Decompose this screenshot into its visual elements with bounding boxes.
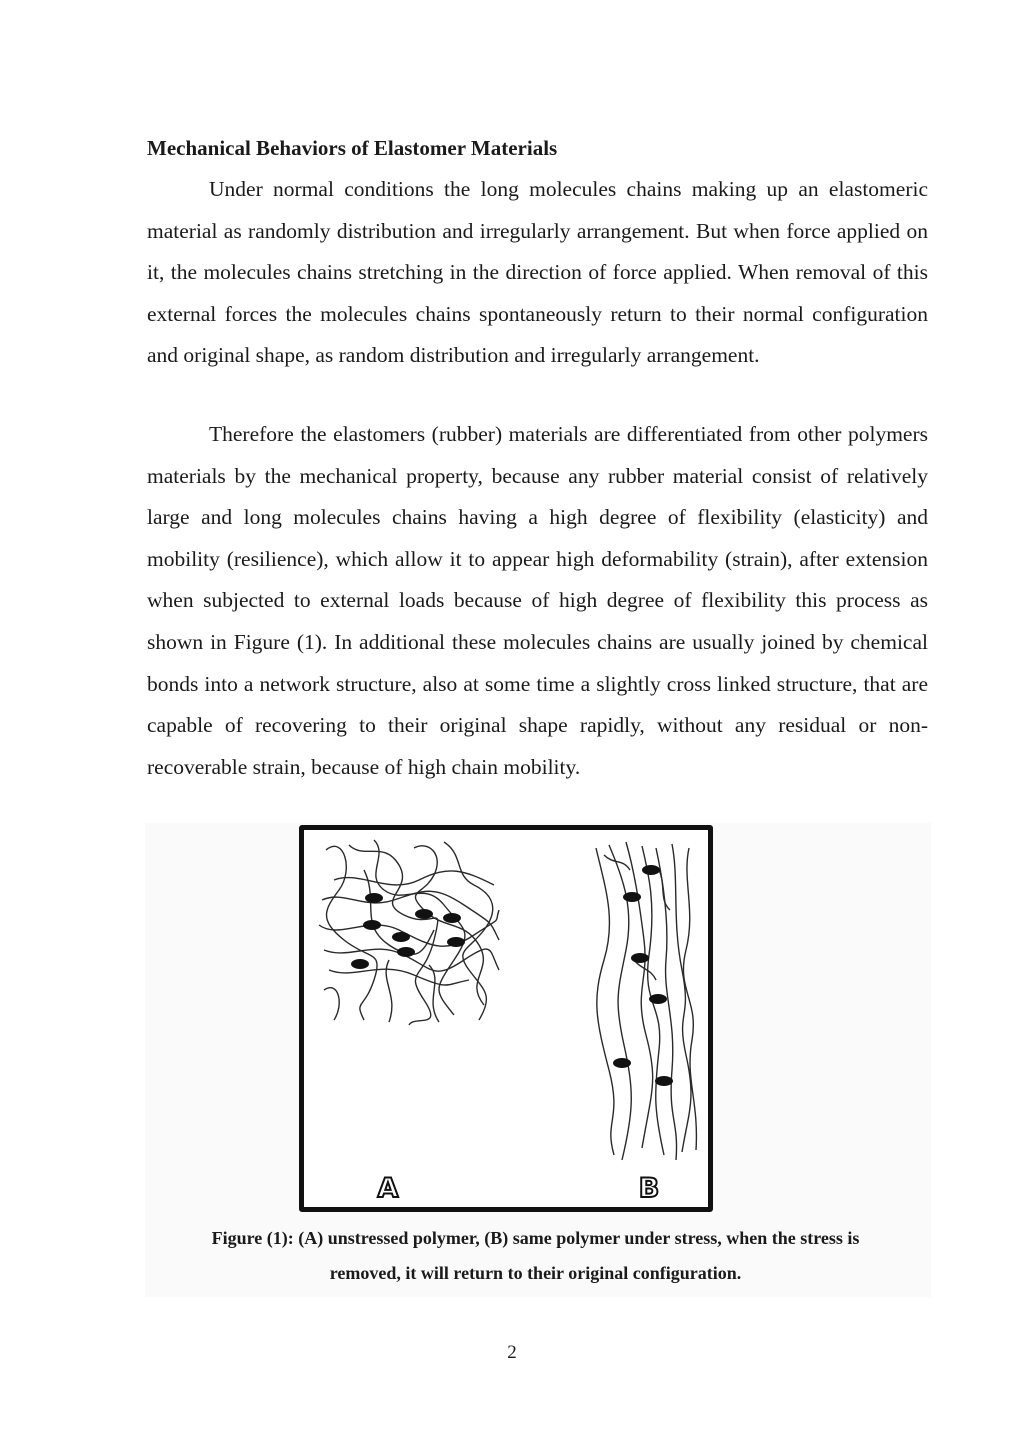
paragraph: Therefore the elastomers (rubber) materials are differentiated from other polymers materials by the mechanical property, because any rubber material consist of relatively large and long molecules chains having a high degree of flexibility (elasticity) and mobility (resilience), which allow it to appear high deformability (strain), after extension when subjected to external loads because of high degree of flexibility this process as shown in Figure (1). In additional these molecules chains are usually joined by chemical bonds into a network structure, also at some time a slightly cross linked structure, that are capable of recovering to their original shape rapidly, without any residual or non-recoverable strain, because of high chain mobility. xyxy=(147,422,928,779)
caption-line-1: Figure (1): (A) unstressed polymer, (B) same polymer under stress, when the stress is xyxy=(211,1228,860,1248)
panel-a-label: A xyxy=(377,1173,399,1204)
polymer-chains-illustration xyxy=(304,830,708,1207)
paragraph: Under normal conditions the long molecules chains making up an elastomeric material as randomly distribution and irregularly arrangement. But when force applied on it, the molecules chains stretching in the direction of force applied. When removal of this external forces the molecules chains spontaneously return to their normal configuration and original shape, as random distribution and irregularly arrangement. xyxy=(147,177,928,368)
figure-caption xyxy=(147,1221,924,1291)
page-number: 2 xyxy=(507,1342,517,1363)
panel-a-tangled-chains xyxy=(319,840,499,1025)
panel-b-label: B xyxy=(638,1173,660,1204)
section-heading: Mechanical Behaviors of Elastomer Materials xyxy=(147,136,558,160)
figure-polymer-chains xyxy=(299,825,713,1212)
panel-b-stretched-chains xyxy=(596,842,696,1160)
caption-line-2: removed, it will return to their original configuration. xyxy=(329,1263,742,1283)
